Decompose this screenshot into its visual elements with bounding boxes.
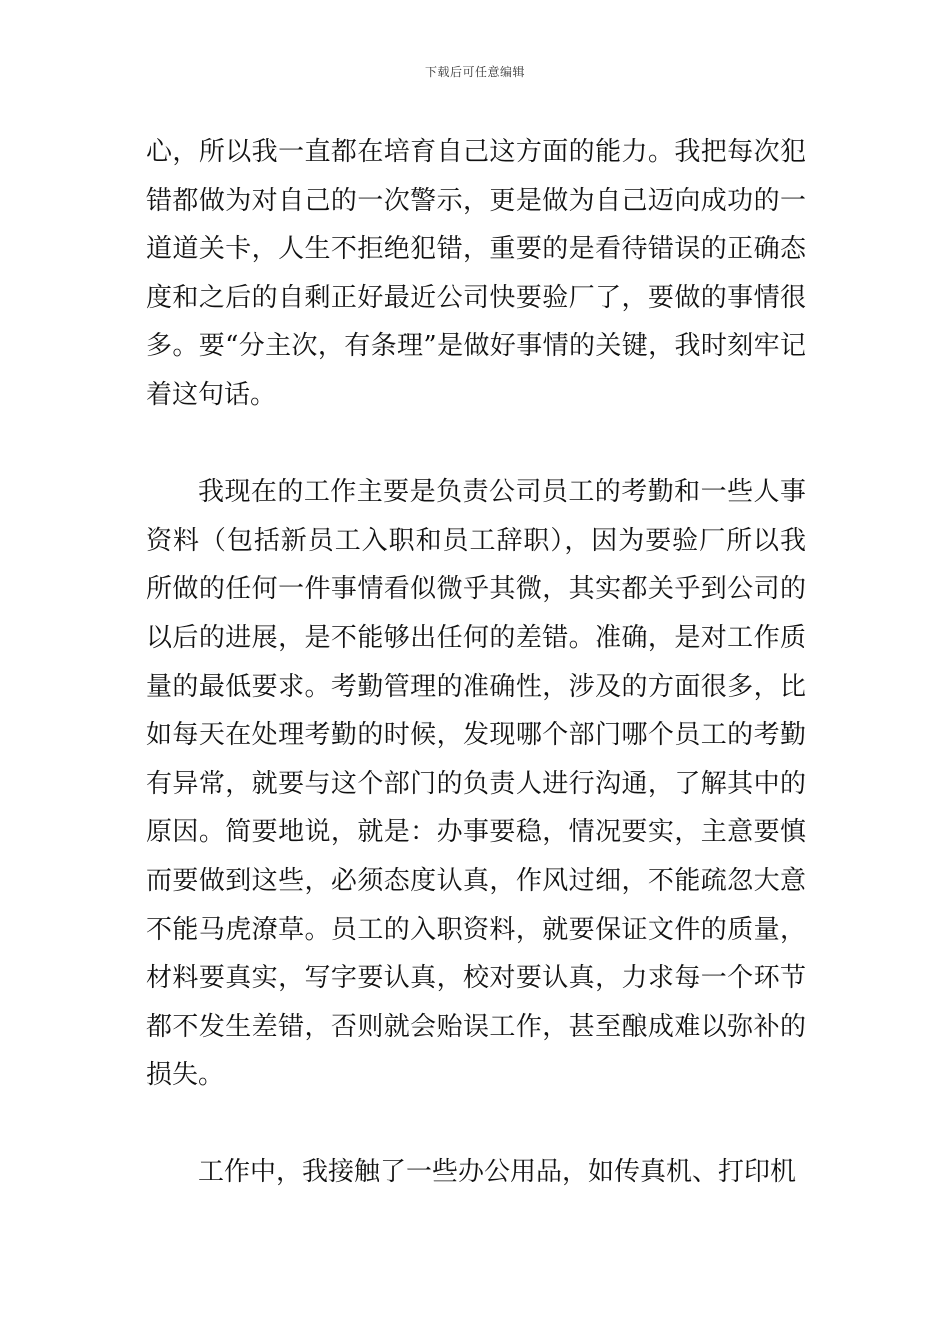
paragraph-spacer: [146, 1100, 806, 1149]
paragraph-1: 心，所以我一直都在培育自己这方面的能力。我把每次犯错都做为对自己的一次警示，更是做为自己迈向成功的一道道关卡，人生不拒绝犯错，重要的是看待错误的正确态度和之后的自剩正好最近公司快要验厂了，要做的事情很多。要“分主次，有条理”是做好事情的关键，我时刻牢记着这句话。: [146, 137, 806, 410]
page-header: 下载后可任意编辑: [424, 65, 525, 79]
document-body: [146, 128, 806, 1197]
paragraph-2: 我现在的工作主要是负责公司员工的考勤和一些人事资料（包括新员工入职和员工辞职），因为要验厂所以我所做的任何一件事情看似微乎其微，其实都关乎到公司的以后的进展，是不能够出任何的差错。准确，是对工作质量的最低要求。考勤管理的准确性，涉及的方面很多，比如每天在处理考勤的时候，发现哪个部门哪个员工的考勤有异常，就要与这个部门的负责人进行沟通，了解其中的原因。简要地说，就是：办事要稳，情况要实，主意要慎而要做到这些，必须态度认真，作风过细，不能疏忽大意不能马虎潦草。员工的入职资料，就要保证文件的质量，材料要真实，写字要认真，校对要认真，力求每一个环节都不发生差错，否则就会贻误工作，甚至酿成难以弥补的损失。: [146, 477, 806, 1091]
paragraph-spacer: [146, 420, 806, 469]
paragraph-3: 工作中，我接触了一些办公用品，如传真机、打印机: [198, 1157, 797, 1188]
